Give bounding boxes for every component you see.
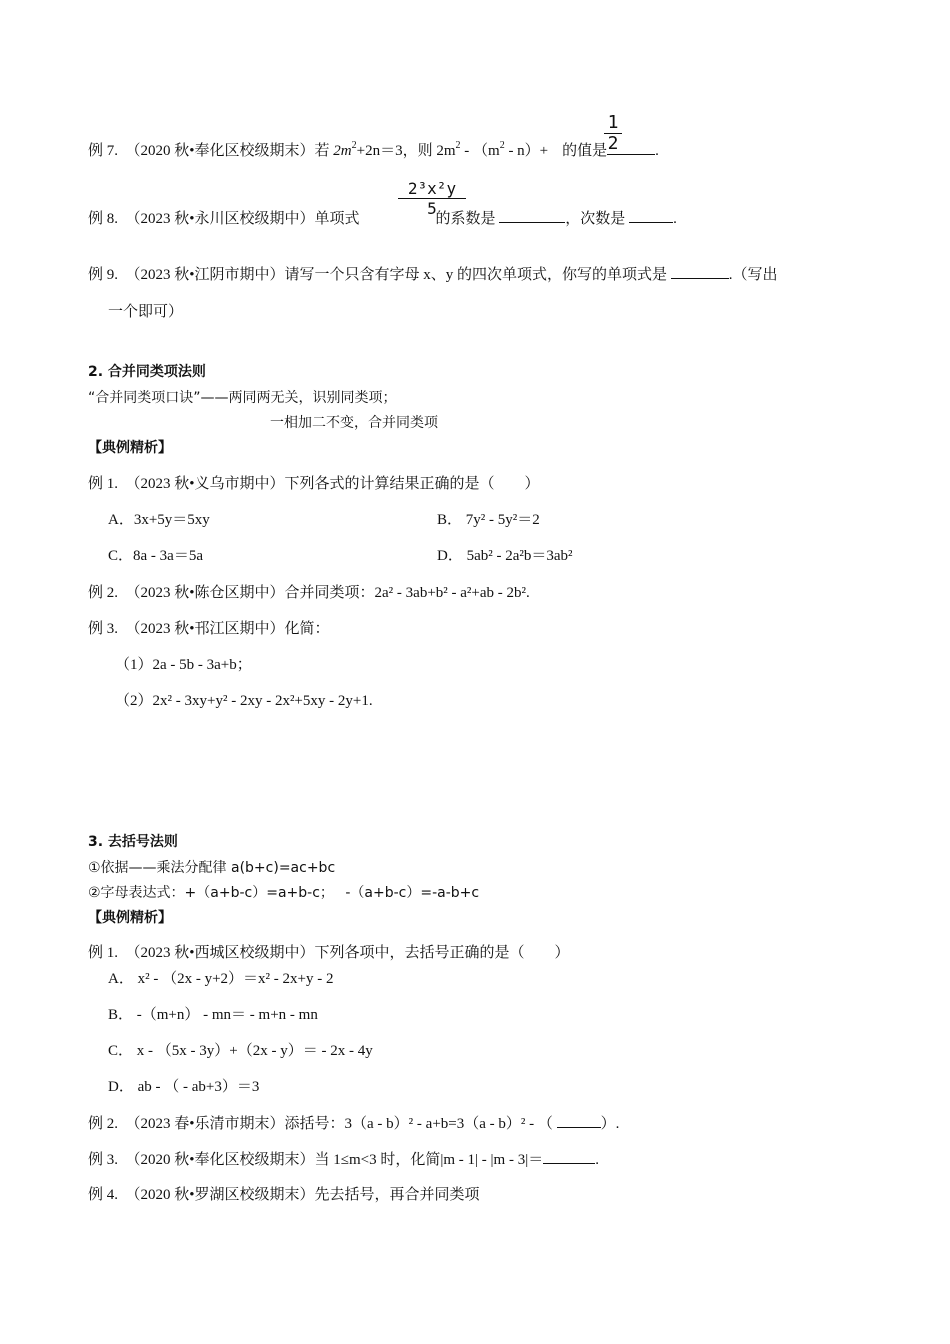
monomial-fraction	[398, 179, 466, 218]
example-text: 的系数是	[435, 211, 496, 227]
option-b[interactable]: B． -（m+n） - mn＝ - m+n - mn	[108, 1007, 318, 1023]
answer-blank[interactable]	[671, 264, 729, 279]
option-d[interactable]: D． ab - （ - ab+3）＝3	[108, 1079, 260, 1095]
rule-line: ②字母表达式：+（a+b-c）=a+b-c； -（a+b-c）=-a-b+c	[88, 885, 480, 901]
example-label: 例 1.	[88, 476, 119, 492]
period: .	[595, 1152, 599, 1168]
example-label: 例 1.	[88, 945, 119, 961]
example-label: 例 2.	[88, 585, 119, 601]
option-d[interactable]: D． 5ab² - 2a²b＝3ab²	[437, 548, 573, 564]
option-c[interactable]: C． x - （5x - 3y）+（2x - y）＝ - 2x - 4y	[108, 1043, 373, 1059]
sec3-example-4	[88, 1185, 480, 1205]
rhyme-line: “合并同类项口诀”——两同两无关，识别同类项；	[88, 390, 397, 406]
degree-blank[interactable]	[629, 208, 673, 223]
example-9-continued: 一个即可）	[108, 304, 184, 320]
example-text: （2023 秋•西城区校级期中）下列各项中，去括号正确的是（ ）	[125, 945, 570, 961]
example-text: （2023 秋•江阴市期中）请写一个只含有字母 x、y 的四次单项式，你写的单项式是	[125, 267, 668, 283]
example-text: （2023 秋•邗江区期中）化简：	[125, 621, 330, 637]
numerator: 2³x²y	[407, 179, 457, 198]
analysis-heading: 【典例精析】	[88, 440, 172, 456]
sub-problem-2: （2）2x² - 3xy+y² - 2xy - 2x²+5xy - 2y+1.	[115, 693, 373, 709]
example-text: （2023 秋•义乌市期中）下列各式的计算结果正确的是（ ）	[125, 476, 540, 492]
example-text: （2020 秋•奉化区校级期末）若	[125, 143, 330, 159]
section-title: 3. 去括号法则	[88, 834, 178, 850]
example-label: 例 4.	[88, 1187, 119, 1203]
example-label: 例 7.	[88, 143, 119, 159]
coefficient-blank[interactable]	[499, 208, 565, 223]
sub-problem-1: （1）2a - 5b - 3a+b；	[115, 657, 252, 673]
option-a[interactable]: A． x² - （2x - y+2）＝x² - 2x+y - 2	[108, 971, 334, 987]
example-8	[88, 208, 677, 229]
denominator: 2	[607, 133, 619, 154]
expr-part: 2m	[333, 143, 352, 159]
example-text: ，次数是	[565, 211, 626, 227]
example-text: （2020 秋•奉化区校级期末）当 1≤m<3 时，化简|m - 1| - |m - 3|＝	[125, 1152, 544, 1168]
example-7: 例 7. （2020 秋•奉化区校级期末）若 $2m^2+2n=3$，则 $2m^2 - (m^2 - n)+$ 的值是 .	[88, 140, 659, 159]
expr-part: - （m	[460, 143, 500, 159]
example-label: 例 8.	[88, 211, 119, 227]
section-title: 2. 合并同类项法则	[88, 364, 206, 380]
sec2-example-2	[88, 583, 530, 603]
example-text: .（写出	[728, 267, 778, 283]
example-text: ）.	[600, 1116, 620, 1132]
option-c[interactable]: C．8a - 3a＝5a	[108, 548, 203, 564]
expr-part: +2n＝3，则 2m	[356, 143, 456, 159]
example-label: 例 3.	[88, 1152, 119, 1168]
example-9	[88, 264, 778, 285]
example-text: （2023 秋•陈仓区期中）合并同类项：2a² - 3ab+b² - a²+ab - 2b².	[125, 585, 530, 601]
answer-blank[interactable]	[557, 1113, 601, 1128]
example-label: 例 9.	[88, 267, 119, 283]
denominator: 5	[427, 199, 437, 218]
sec2-example-3	[88, 619, 330, 639]
analysis-heading: 【典例精析】	[88, 910, 172, 926]
period: .	[673, 211, 677, 227]
sec3-example-1	[88, 943, 570, 963]
period: .	[655, 143, 659, 159]
option-b[interactable]: B． 7y² - 5y²＝2	[437, 512, 540, 528]
example-label: 例 2.	[88, 1116, 119, 1132]
option-a[interactable]: A．3x+5y＝5xy	[108, 512, 210, 528]
example-text: （2023 秋•永川区校级期中）单项式	[125, 211, 360, 227]
expr-part: - n）+	[504, 143, 549, 159]
rule-line: ①依据——乘法分配律 a(b+c)=ac+bc	[88, 860, 336, 876]
expr-part: 的值是	[562, 143, 608, 159]
sec3-example-3	[88, 1149, 599, 1170]
example-text: （2020 秋•罗湖区校级期末）先去括号，再合并同类项	[125, 1187, 480, 1203]
answer-blank[interactable]	[543, 1149, 595, 1164]
sec3-example-2	[88, 1113, 619, 1134]
example-text: （2023 春•乐清市期末）添括号：3（a - b）² - a+b=3（a - b）² - （	[125, 1116, 553, 1132]
numerator: 1	[607, 112, 619, 133]
example-label: 例 3.	[88, 621, 119, 637]
sec2-example-1	[88, 474, 540, 494]
rhyme-line: 一相加二不变，合并同类项	[270, 415, 438, 431]
fraction-one-half	[604, 113, 622, 154]
